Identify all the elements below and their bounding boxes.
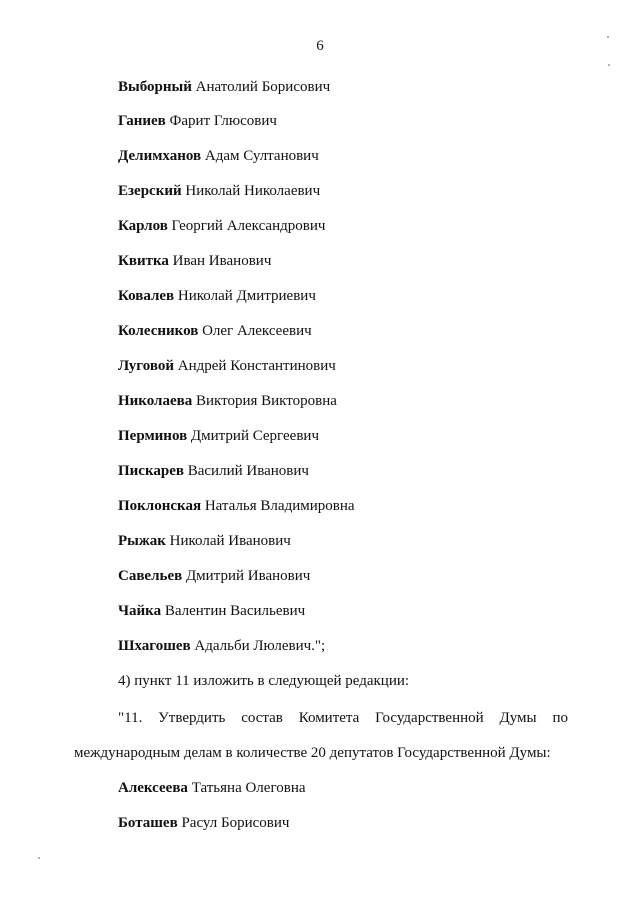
paragraph-11-line-2: международным делам в количестве 20 депутатов Государственной Думы: — [74, 745, 551, 761]
member-entry — [118, 356, 336, 376]
member-entry — [118, 601, 305, 621]
member-name: Анатолий Борисович — [191, 79, 331, 95]
member-surname: Ганиев — [118, 113, 166, 129]
member-surname: Перминов — [118, 428, 188, 444]
member-entry — [118, 426, 319, 446]
member-name: Виктория Викторовна — [192, 393, 337, 409]
member-name: Василий Иванович — [183, 463, 309, 479]
member-surname: Выборный — [118, 79, 192, 95]
member-name: Адам Султанович — [201, 148, 319, 164]
word: Комитета — [298, 710, 360, 726]
member-name: Адальби Люлевич."; — [190, 638, 326, 654]
member-surname: Николаева — [118, 393, 193, 409]
member-entry — [118, 146, 319, 166]
member-entry — [118, 111, 277, 131]
word: "11. — [118, 710, 143, 726]
member-name: Фарит Глюсович — [165, 113, 277, 129]
member-name: Татьяна Олеговна — [187, 780, 306, 796]
member-name: Николай Николаевич — [181, 183, 321, 199]
member-surname: Квитка — [118, 253, 169, 269]
member-name: Иван Иванович — [168, 253, 272, 269]
word: по — [552, 710, 568, 726]
member-surname: Савельев — [118, 568, 183, 584]
member-name: Дмитрий Сергеевич — [187, 428, 319, 444]
member-surname: Рыжак — [118, 533, 166, 549]
member-entry — [118, 778, 306, 798]
word: Государственной — [375, 710, 484, 726]
member-surname: Пискарев — [118, 463, 184, 479]
member-surname: Чайка — [118, 603, 162, 619]
member-entry — [118, 251, 271, 271]
member-name: Олег Алексеевич — [198, 323, 312, 339]
member-entry — [118, 77, 330, 97]
member-surname: Боташев — [118, 815, 178, 831]
member-entry — [118, 391, 337, 411]
member-surname: Шхагошев — [118, 638, 191, 654]
member-name: Валентин Васильевич — [161, 603, 306, 619]
member-name: Дмитрий Иванович — [182, 568, 311, 584]
member-entry — [118, 181, 320, 201]
member-name: Николай Дмитриевич — [174, 288, 316, 304]
scan-speck — [608, 64, 610, 66]
member-entry — [118, 496, 355, 516]
member-entry — [118, 321, 312, 341]
scan-speck — [607, 36, 609, 38]
member-entry — [118, 461, 309, 481]
member-name: Расул Борисович — [177, 815, 290, 831]
member-surname: Алексеева — [118, 780, 188, 796]
scan-speck — [38, 857, 40, 859]
member-surname: Ковалев — [118, 288, 175, 304]
word: Утвердить — [158, 710, 226, 726]
member-surname: Колесников — [118, 323, 199, 339]
member-entry — [118, 636, 325, 656]
word: Думы — [499, 710, 537, 726]
member-surname: Поклонская — [118, 498, 202, 514]
page-number: 6 — [316, 38, 324, 54]
member-surname: Делимханов — [118, 148, 202, 164]
member-surname: Луговой — [118, 358, 175, 374]
member-name: Николай Иванович — [165, 533, 291, 549]
member-entry — [118, 531, 291, 551]
member-entry — [118, 286, 316, 306]
member-entry — [118, 216, 325, 236]
paragraph-11-line-1 — [118, 708, 568, 728]
word: состав — [241, 710, 283, 726]
member-entry — [118, 566, 310, 586]
member-entry — [118, 813, 289, 833]
paragraph-4: 4) пункт 11 изложить в следующей редакции: — [118, 673, 410, 689]
member-surname: Езерский — [118, 183, 182, 199]
member-surname: Карлов — [118, 218, 168, 234]
member-name: Андрей Константинович — [174, 358, 336, 374]
member-name: Наталья Владимировна — [201, 498, 355, 514]
member-name: Георгий Александрович — [167, 218, 326, 234]
